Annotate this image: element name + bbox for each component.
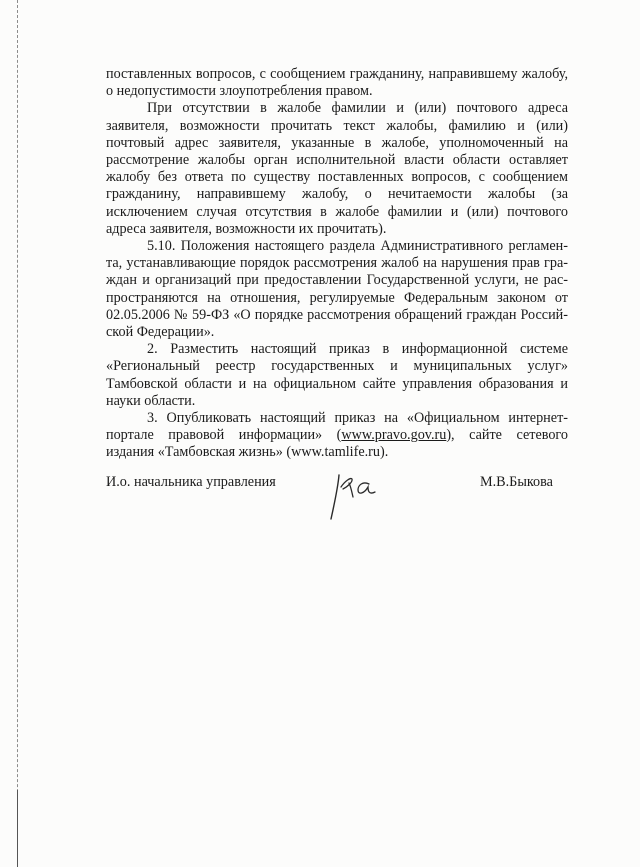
text-line: поставленных вопросов, с сообщением гражданину, направившему жалобу,: [106, 66, 568, 82]
text-line: При отсутствии в жалобе фамилии и (или) почтового адреса: [147, 100, 568, 117]
publish-line-2: [106, 427, 568, 444]
scan-edge-line: [17, 0, 18, 867]
signatory-role: И.о. начальника управления: [106, 474, 276, 490]
text-line: науки области.: [106, 392, 196, 409]
text-line: 02.05.2006 № 59-ФЗ «О порядке рассмотрения обращений граждан Россий-: [106, 306, 568, 323]
publish-line-1: 3. Опубликовать настоящий приказ на «Официальном интернет-: [147, 410, 568, 427]
text-line: ской Федерации».: [106, 324, 215, 341]
text-line: исключением случая отсутствия в жалобе фамилии и (или) почтового: [106, 203, 568, 220]
text-line: пространяются на отношения, регулируемые Федеральным законом от: [106, 289, 568, 306]
text-line: почтовый адрес заявителя, указанные в жалобе, уполномоченный на: [106, 134, 568, 151]
text-line: рассмотрение жалобы орган исполнительной власти области оставляет: [106, 152, 568, 169]
publish-line-3: издания «Тамбовская жизнь» (www.tamlife.ru).: [106, 444, 389, 461]
text-line: адреса заявителя, возможности их прочитать).: [106, 220, 387, 237]
text-line: гражданину, направившему жалобу, о нечитаемости жалобы (за: [106, 186, 568, 203]
text-line: «Региональный реестр государственных и муниципальных услуг»: [106, 358, 568, 375]
text-line: та, устанавливающие порядок рассмотрения жалоб на нарушения прав гра-: [106, 255, 568, 272]
scan-edge-mark: [17, 790, 18, 867]
signatory-name: М.В.Быкова: [480, 474, 553, 490]
publish-text-after-link: ), сайте сетевого: [446, 427, 568, 444]
document-body: [106, 66, 568, 462]
text-line: Тамбовской области и на официальном сайте управления образования и: [106, 375, 568, 392]
text-line: о недопустимости злоупотребления правом.: [106, 83, 373, 100]
handwritten-signature: [325, 465, 385, 523]
pravo-gov-link[interactable]: www.pravo.gov.ru: [341, 427, 447, 444]
text-line: 5.10. Положения настоящего раздела Административного регламен-: [147, 238, 568, 255]
text-line: жалобу без ответа по существу поставленных вопросов, с сообщением: [106, 169, 568, 186]
publish-text-before-link: портале правовой информации» (: [106, 427, 342, 444]
text-line: ждан и организаций при предоставлении Государственной услуги, не рас-: [106, 272, 568, 289]
text-line: заявителя, возможности прочитать текст жалобы, фамилию и (или): [106, 117, 568, 134]
text-line: 2. Разместить настоящий приказ в информационной системе: [147, 341, 568, 358]
